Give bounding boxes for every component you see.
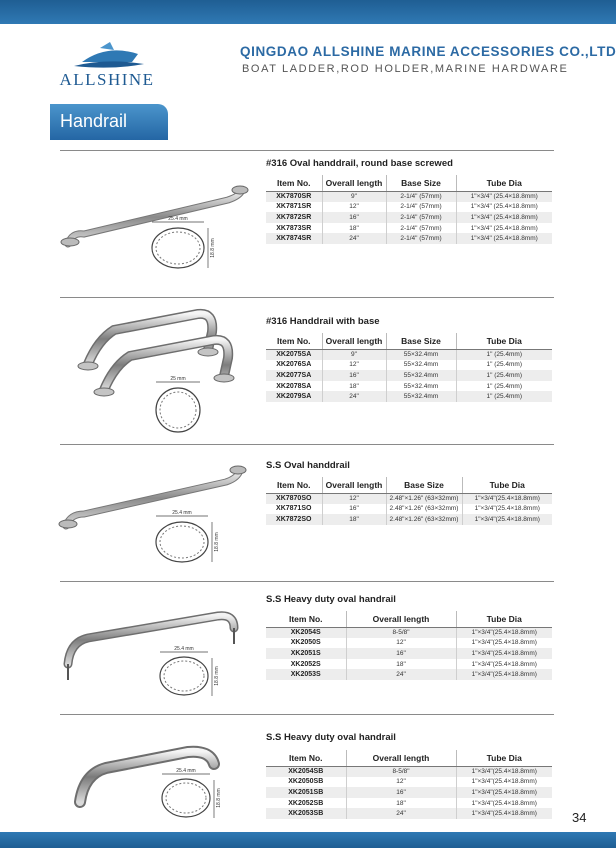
table-row [266, 191, 552, 202]
table-row [266, 202, 552, 213]
item-no: XK2052S [266, 659, 346, 670]
base-size: 2-1/4" (57mm) [386, 202, 456, 213]
base-size: 55×32.4mm [386, 370, 456, 381]
height-dimension-label: 18.8 mm [210, 238, 216, 258]
table-row [266, 360, 552, 371]
bottom-color-bar [0, 832, 616, 848]
item-no: XK2052SB [266, 798, 346, 809]
column-header: Item No. [266, 611, 346, 627]
overall-length: 16" [322, 504, 386, 515]
column-header: Base Size [386, 175, 456, 191]
company-tagline: BOAT LADDER,ROD HOLDER,MARINE HARDWARE [242, 63, 569, 75]
item-no: XK2050S [266, 638, 346, 649]
spec-table [266, 333, 552, 402]
item-no: XK2051SB [266, 787, 346, 798]
table-row [266, 659, 552, 670]
column-header: Base Size [386, 333, 456, 349]
item-no: XK2079SA [266, 391, 322, 402]
table-row [266, 777, 552, 788]
column-header: Tube Dia [456, 750, 552, 766]
column-header: Tube Dia [456, 611, 552, 627]
base-size: 2-1/4" (57mm) [386, 191, 456, 202]
handrail-illustration [74, 306, 250, 438]
base-size: 2.48"×1.26" (63×32mm) [386, 493, 462, 504]
spec-table [266, 477, 552, 525]
tube-dia: 1"×3/4"(25.4×18.8mm) [456, 659, 552, 670]
section-title: S.S Oval handdrail [266, 460, 350, 471]
item-no: XK2050SB [266, 777, 346, 788]
column-header: Tube Dia [462, 477, 552, 493]
tube-dia: 1"×3/4"(25.4×18.8mm) [462, 504, 552, 515]
item-no: XK2053S [266, 669, 346, 680]
tube-dia: 1"×3/4"(25.4×18.8mm) [456, 808, 552, 819]
tube-dia: 1"×3/4" (25.4×18.8mm) [456, 212, 552, 223]
width-dimension-label: 25.4 mm [176, 768, 196, 774]
overall-length: 16" [346, 787, 456, 798]
item-no: XK2054SB [266, 766, 346, 777]
width-dimension-label: 25 mm [170, 376, 186, 382]
tube-dia: 1"×3/4"(25.4×18.8mm) [456, 798, 552, 809]
company-name: QINGDAO ALLSHINE MARINE ACCESSORIES CO.,LTD [240, 44, 616, 59]
base-size: 2-1/4" (57mm) [386, 223, 456, 234]
column-header: Item No. [266, 333, 322, 349]
overall-length: 9" [322, 191, 386, 202]
table-row [266, 504, 552, 515]
item-no: XK7872SR [266, 212, 322, 223]
table-row [266, 212, 552, 223]
base-size: 2-1/4" (57mm) [386, 233, 456, 244]
tube-dia: 1"×3/4"(25.4×18.8mm) [456, 766, 552, 777]
tube-dia: 1" (25.4mm) [456, 391, 552, 402]
item-no: XK2078SA [266, 381, 322, 392]
overall-length: 18" [346, 659, 456, 670]
tube-dia: 1"×3/4"(25.4×18.8mm) [456, 787, 552, 798]
overall-length: 18" [322, 381, 386, 392]
table-row [266, 233, 552, 244]
tube-dia: 1" (25.4mm) [456, 360, 552, 371]
column-header: Overall length [322, 333, 386, 349]
item-no: XK7874SR [266, 233, 322, 244]
overall-length: 18" [322, 514, 386, 525]
handrail-illustration [58, 598, 254, 708]
item-no: XK7871SO [266, 504, 322, 515]
tube-dia: 1"×3/4" (25.4×18.8mm) [456, 233, 552, 244]
section-divider [60, 444, 554, 445]
column-header: Item No. [266, 175, 322, 191]
table-row [266, 669, 552, 680]
overall-length: 12" [346, 777, 456, 788]
base-size: 2-1/4" (57mm) [386, 212, 456, 223]
overall-length: 8-5/8" [346, 766, 456, 777]
overall-length: 24" [322, 233, 386, 244]
width-dimension-label: 25.4 mm [168, 216, 188, 222]
spec-table [266, 175, 552, 244]
tube-dia: 1"×3/4"(25.4×18.8mm) [462, 514, 552, 525]
overall-length: 18" [346, 798, 456, 809]
base-size: 55×32.4mm [386, 349, 456, 360]
tube-dia: 1"×3/4"(25.4×18.8mm) [456, 777, 552, 788]
overall-length: 24" [322, 391, 386, 402]
base-size: 2.48"×1.26" (63×32mm) [386, 504, 462, 515]
column-header: Overall length [322, 477, 386, 493]
section-divider [60, 150, 554, 151]
base-size: 55×32.4mm [386, 391, 456, 402]
overall-length: 24" [346, 808, 456, 819]
overall-length: 16" [322, 370, 386, 381]
width-dimension-label: 25.4 mm [172, 510, 192, 516]
section-title: S.S Heavy duty oval handrail [266, 732, 396, 743]
table-row [266, 514, 552, 525]
overall-length: 12" [322, 493, 386, 504]
page-number: 34 [572, 810, 587, 825]
item-no: XK2076SA [266, 360, 322, 371]
table-row [266, 349, 552, 360]
tube-dia: 1" (25.4mm) [456, 349, 552, 360]
column-header: Item No. [266, 477, 322, 493]
tube-dia: 1"×3/4" (25.4×18.8mm) [456, 223, 552, 234]
overall-length: 18" [322, 223, 386, 234]
table-row [266, 648, 552, 659]
item-no: XK2075SA [266, 349, 322, 360]
item-no: XK7872SO [266, 514, 322, 525]
table-row [266, 766, 552, 777]
overall-length: 8-5/8" [346, 627, 456, 638]
table-row [266, 381, 552, 392]
table-row [266, 627, 552, 638]
section-title: S.S Heavy duty oval handrail [266, 594, 396, 605]
tube-dia: 1"×3/4"(25.4×18.8mm) [462, 493, 552, 504]
item-no: XK7873SR [266, 223, 322, 234]
table-row [266, 787, 552, 798]
tube-dia: 1"×3/4"(25.4×18.8mm) [456, 627, 552, 638]
tube-dia: 1" (25.4mm) [456, 381, 552, 392]
tube-dia: 1"×3/4"(25.4×18.8mm) [456, 648, 552, 659]
column-header: Tube Dia [456, 175, 552, 191]
item-no: XK7870SO [266, 493, 322, 504]
item-no: XK7871SR [266, 202, 322, 213]
handrail-illustration [58, 178, 254, 274]
table-row [266, 798, 552, 809]
item-no: XK2077SA [266, 370, 322, 381]
overall-length: 9" [322, 349, 386, 360]
column-header: Base Size [386, 477, 462, 493]
item-no: XK2054S [266, 627, 346, 638]
height-dimension-label: 18.8 mm [214, 666, 220, 686]
overall-length: 16" [346, 648, 456, 659]
spec-table [266, 611, 552, 680]
tube-dia: 1"×3/4" (25.4×18.8mm) [456, 191, 552, 202]
tube-dia: 1"×3/4"(25.4×18.8mm) [456, 638, 552, 649]
column-header: Overall length [322, 175, 386, 191]
base-size: 55×32.4mm [386, 381, 456, 392]
table-row [266, 370, 552, 381]
logo-text: ALLSHINE [59, 70, 155, 89]
tube-dia: 1"×3/4"(25.4×18.8mm) [456, 669, 552, 680]
table-row [266, 638, 552, 649]
table-row [266, 391, 552, 402]
column-header: Item No. [266, 750, 346, 766]
handrail-illustration [58, 722, 254, 828]
section-title: #316 Handdrail with base [266, 316, 380, 327]
overall-length: 12" [322, 202, 386, 213]
table-row [266, 493, 552, 504]
section-divider [60, 297, 554, 298]
height-dimension-label: 18.8 mm [214, 532, 220, 552]
handrail-illustration [58, 462, 254, 572]
base-size: 2.48"×1.26" (63×32mm) [386, 514, 462, 525]
item-no: XK2053SB [266, 808, 346, 819]
item-no: XK2051S [266, 648, 346, 659]
tube-dia: 1" (25.4mm) [456, 370, 552, 381]
overall-length: 16" [322, 212, 386, 223]
category-title: Handrail [60, 111, 128, 131]
column-header: Overall length [346, 611, 456, 627]
overall-length: 24" [346, 669, 456, 680]
spec-table [266, 750, 552, 819]
section-divider [60, 714, 554, 715]
width-dimension-label: 25.4 mm [174, 646, 194, 652]
table-row [266, 808, 552, 819]
section-title: #316 Oval handdrail, round base screwed [266, 158, 453, 169]
column-header: Tube Dia [456, 333, 552, 349]
overall-length: 12" [322, 360, 386, 371]
tube-dia: 1"×3/4" (25.4×18.8mm) [456, 202, 552, 213]
overall-length: 12" [346, 638, 456, 649]
top-color-bar [0, 0, 616, 24]
height-dimension-label: 18.8 mm [216, 788, 222, 808]
table-row [266, 223, 552, 234]
base-size: 55×32.4mm [386, 360, 456, 371]
section-divider [60, 581, 554, 582]
column-header: Overall length [346, 750, 456, 766]
item-no: XK7870SR [266, 191, 322, 202]
